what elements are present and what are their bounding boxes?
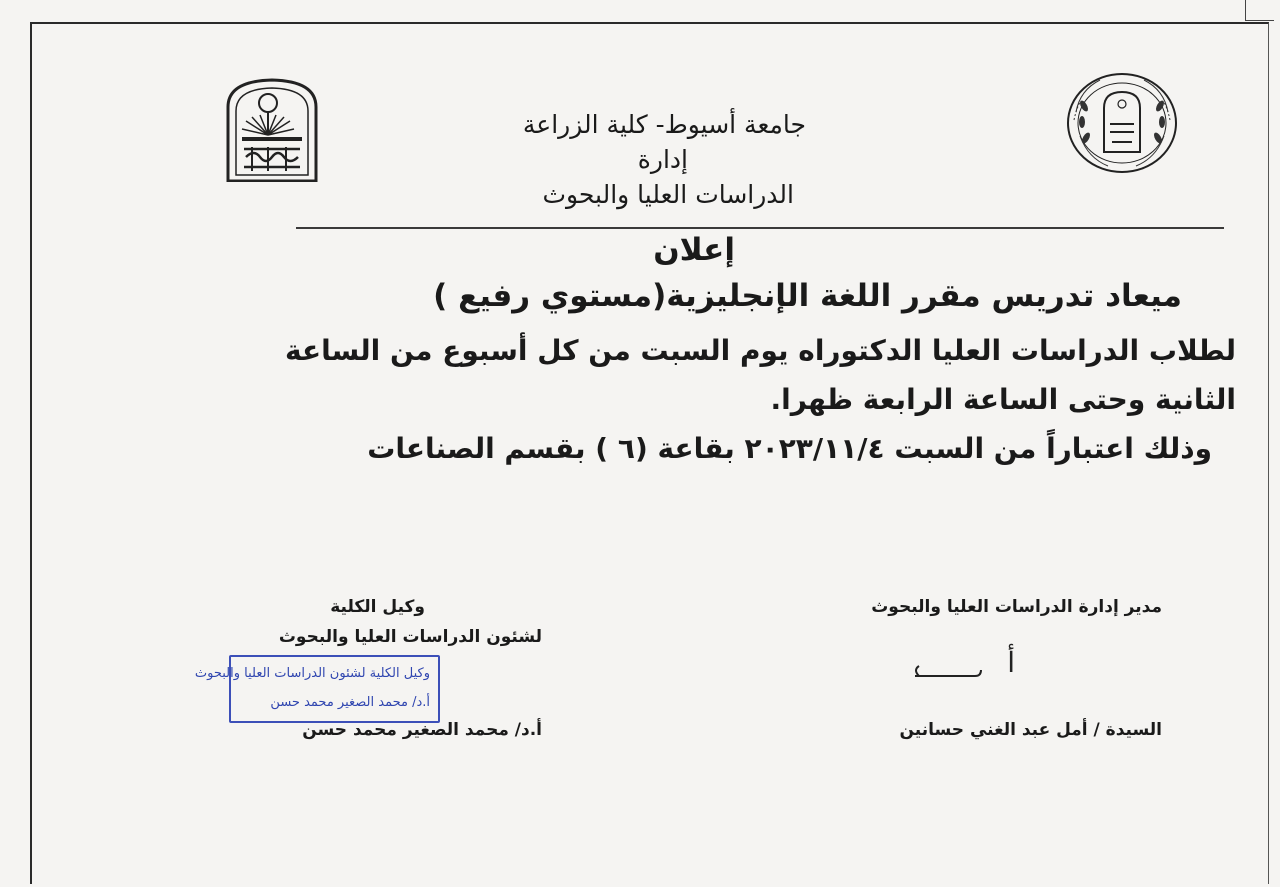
department-label: إدارة [637,145,688,174]
assiut-university-logo [224,77,320,182]
director-name: السيدة / أمل عبد الغني حسانين [899,720,1162,740]
announcement-subject: ميعاد تدريس مقرر اللغة الإنجليزية(مستوي رفيع ) [433,278,1182,314]
director-signature [905,630,1025,690]
announcement-body-line2: الثانية وحتى الساعة الرابعة ظهرا. [770,383,1236,416]
vice-dean-name: أ.د/ محمد الصغير محمد حسن [302,720,542,740]
announcement-body-line1: لطلاب الدراسات العليا الدكتوراه يوم السبت من كل أسبوع من الساعة [284,334,1236,367]
university-faculty-name: جامعة أسيوط- كلية الزراعة [522,110,806,139]
department-name: الدراسات العليا والبحوث [542,180,794,209]
stamp-line-name: أ.د/ محمد الصغير محمد حسن [270,695,430,710]
director-title: مدير إدارة الدراسات العليا والبحوث [871,597,1162,617]
corner-mark [1245,0,1274,21]
official-stamp [194,655,440,723]
header-divider [296,227,1224,229]
announcement-body-line3: وذلك اعتباراً من السبت ٢٠٢٣/١١/٤ بقاعة (٦ ) بقسم الصناعات [367,432,1212,465]
faculty-of-agriculture-logo [1066,72,1178,174]
vice-dean-title: وكيل الكلية [330,597,425,617]
stamp-line-title: وكيل الكلية لشئون الدراسات العليا والبحوث [194,666,430,681]
svg-text:أ: أ [1007,646,1015,679]
vice-dean-portfolio: لشئون الدراسات العليا والبحوث [278,627,542,647]
announcement-title: إعلان [653,232,735,268]
